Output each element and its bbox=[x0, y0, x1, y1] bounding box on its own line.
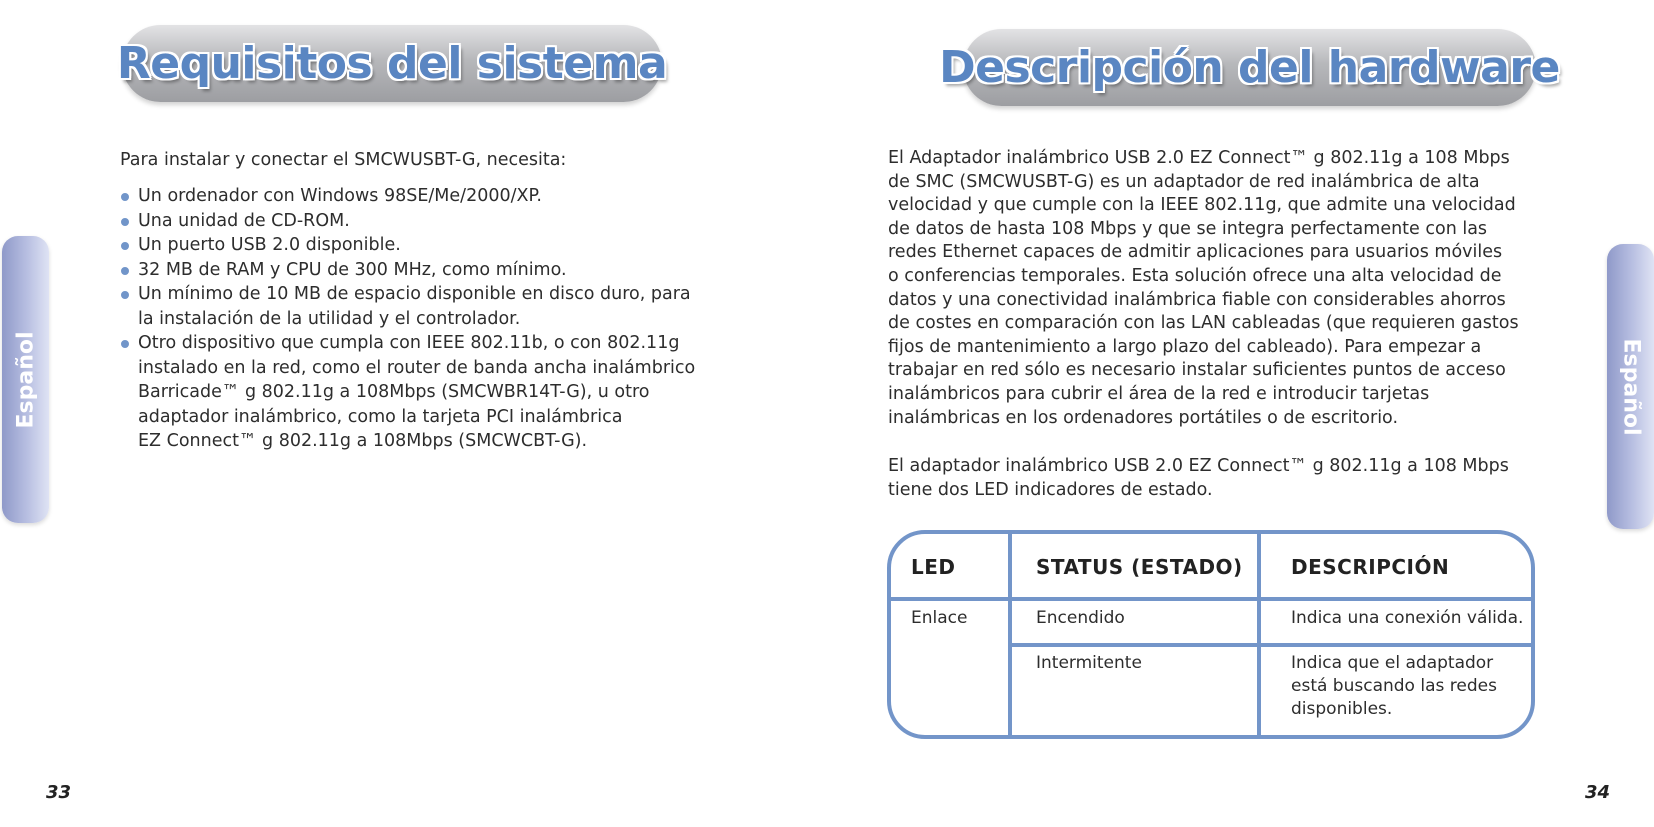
table-header-status: STATUS (ESTADO) bbox=[1036, 555, 1243, 579]
table-header-led: LED bbox=[911, 555, 956, 579]
requirement-item: Un mínimo de 10 MB de espacio disponible en disco duro, para la instalación de la utilidad y el controlador. bbox=[120, 282, 720, 331]
page-number-right: 34 bbox=[1585, 782, 1611, 803]
table-cell-status: Intermitente bbox=[1036, 653, 1142, 673]
table-divider bbox=[1008, 534, 1012, 735]
section-title-banner bbox=[116, 25, 668, 102]
language-side-tab bbox=[2, 236, 49, 523]
requirement-item: Otro dispositivo que cumpla con IEEE 802.11b, o con 802.11g instalado en la red, como el router de banda ancha inalámbrico Barricade™ g 802.11g a 108Mbps (SMCWBR14T-G), u otro adaptador inalámbrico, como la tarjeta PCI inalámbrica EZ Connect™ g 802.11g a 108Mbps (SMCWCBT-G). bbox=[120, 331, 720, 454]
page-number-left: 33 bbox=[46, 782, 72, 803]
section-title: Requisitos del sistema bbox=[116, 38, 668, 89]
section-title-banner bbox=[939, 29, 1560, 106]
requirement-item: Un puerto USB 2.0 disponible. bbox=[120, 233, 720, 258]
section-title: Descripción del hardware bbox=[939, 42, 1560, 93]
table-divider bbox=[1008, 643, 1531, 647]
language-tab-label: Español bbox=[13, 330, 38, 429]
table-cell-led: Enlace bbox=[911, 608, 968, 628]
table-cell-status: Encendido bbox=[1036, 608, 1125, 628]
led-status-table bbox=[887, 530, 1535, 739]
requirement-item: Un ordenador con Windows 98SE/Me/2000/XP. bbox=[120, 184, 720, 209]
led-intro-paragraph: El adaptador inalámbrico USB 2.0 EZ Connect™ g 802.11g a 108 Mbps tiene dos LED indicadores de estado. bbox=[888, 456, 1509, 500]
requirement-item: 32 MB de RAM y CPU de 300 MHz, como mínimo. bbox=[120, 258, 720, 283]
requirements-list bbox=[120, 184, 720, 454]
table-divider bbox=[1257, 534, 1261, 735]
table-header-description: DESCRIPCIÓN bbox=[1291, 555, 1450, 579]
table-cell-description: Indica una conexión válida. bbox=[1291, 608, 1524, 628]
requirements-intro: Para instalar y conectar el SMCWUSBT-G, necesita: bbox=[120, 150, 567, 170]
language-side-tab bbox=[1607, 244, 1654, 529]
table-divider bbox=[891, 597, 1531, 601]
table-cell-description: Indica que el adaptador está buscando las redes disponibles. bbox=[1291, 653, 1497, 719]
language-tab-label: Español bbox=[1618, 337, 1643, 436]
hardware-description-paragraph: El Adaptador inalámbrico USB 2.0 EZ Connect™ g 802.11g a 108 Mbps de SMC (SMCWUSBT-G) es un adaptador de red inalámbrica de alta velocidad y que cumple con la IEEE 802.11g, que admite una velocidad de datos de hasta 108 Mbps y que se integra perfectamente con las redes Ethernet capaces de admitir aplicaciones para usuarios móviles o conferencias temporales. Esta solución ofrece una alta velocidad de datos y una conectividad inalámbrica fiable con considerables ahorros de costes en comparación con las LAN cableadas (que requieren gastos fijos de mantenimiento a largo plazo del cableado). Para empezar a trabajar en red sólo es necesario instalar suficientes puntos de acceso inalámbricos para cubrir el área de la red e introducir tarjetas inalámbricas en los ordenadores portátiles o de escritorio. bbox=[888, 148, 1519, 428]
requirement-item: Una unidad de CD-ROM. bbox=[120, 209, 720, 234]
